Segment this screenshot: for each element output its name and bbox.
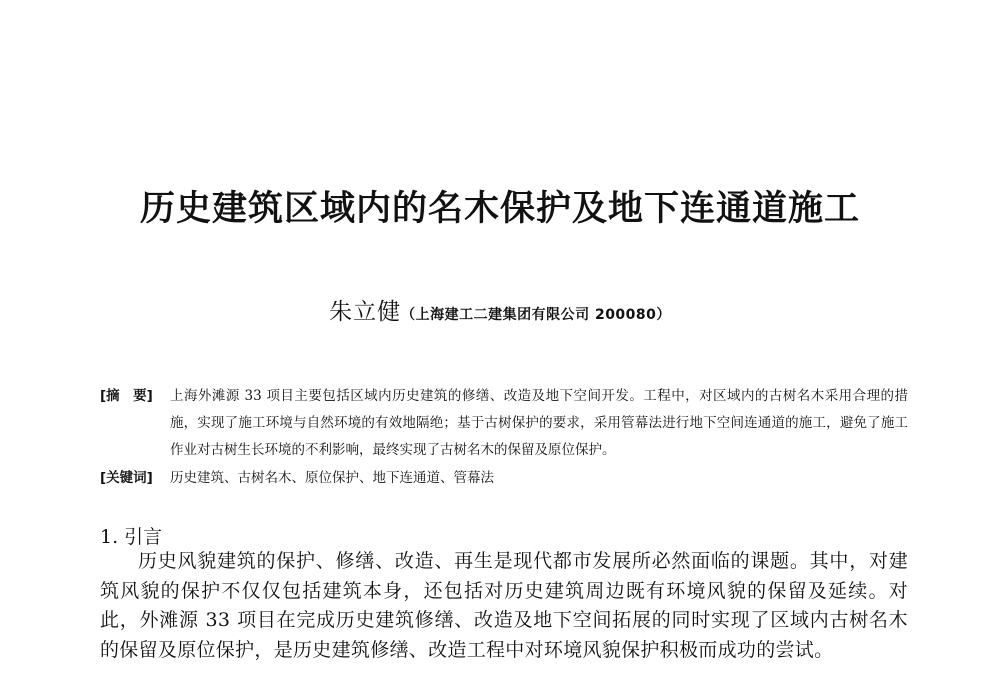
keywords-text: 历史建筑、古树名木、原位保护、地下连通道、管幕法 <box>170 470 494 486</box>
paper-title: 历史建筑区域内的名木保护及地下连通道施工 <box>139 189 860 229</box>
abstract <box>100 383 908 464</box>
abstract-label: [摘 要] <box>100 388 153 404</box>
author-line <box>0 296 1000 331</box>
section-heading: 1. 引言 <box>100 526 163 548</box>
abstract-row <box>100 383 908 464</box>
abstract-text: 上海外滩源 33 项目主要包括区域内历史建筑的修缮、改造及地下空间开发。工程中，对区域内的古树名木采用合理的措施，实现了施工环境与自然环境的有效地隔绝；基于古树保护的要求，采用管幕法进行地下空间连通道的施工，避免了施工作业对古树生长环境的不利影响，最终实现了古树名木的保留及原位保护。 <box>170 388 908 458</box>
author-affiliation: （上海建工二建集团有限公司 200080） <box>401 307 671 323</box>
keywords <box>100 465 908 492</box>
author-name: 朱立健 <box>329 299 402 325</box>
body-paragraph: 历史风貌建筑的保护、修缮、改造、再生是现代都市发展所必然面临的课题。其中，对建筑风貌的保护不仅仅包括建筑本身，还包括对历史建筑周边既有环境风貌的保留及延续。对此，外滩源 33 项目在完成历史建筑修缮、改造及地下空间拓展的同时实现了区域内古树名木的保留及原位保护，是历史建筑修缮、改造工程中对环境风貌保护积极而成功的尝试。 <box>100 550 908 661</box>
keywords-label: [关键词] <box>100 470 153 486</box>
